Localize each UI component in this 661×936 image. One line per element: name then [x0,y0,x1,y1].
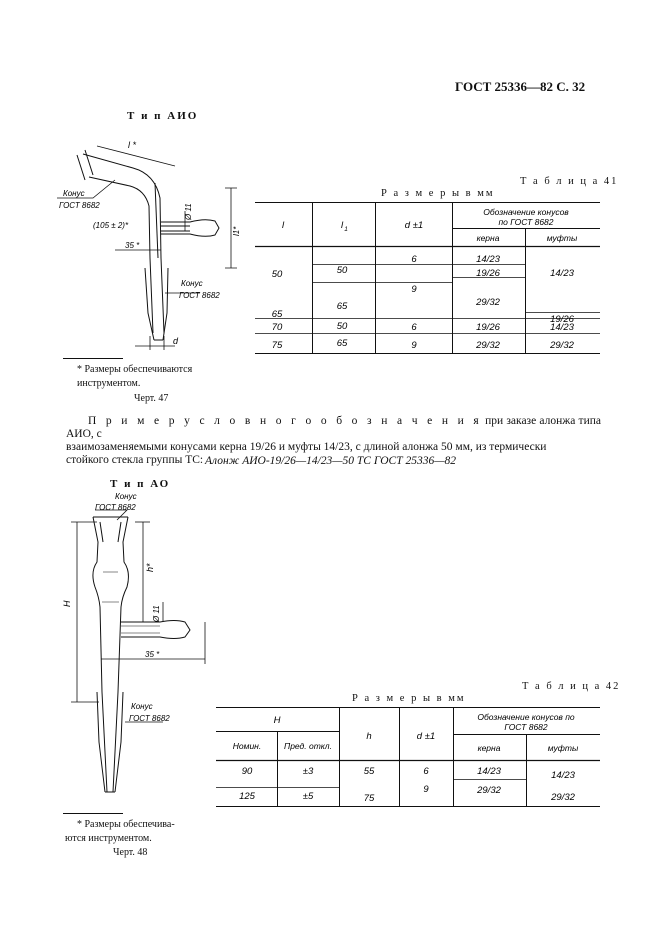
label-l1: l1* [232,226,241,236]
svg-text:29/32: 29/32 [550,340,574,351]
label-h: h* [145,563,155,572]
svg-text:керна: керна [476,233,500,243]
svg-text:Обозначение конусов по: Обозначение конусов по [477,712,575,722]
svg-text:125: 125 [239,791,255,802]
svg-text:d ±1: d ±1 [416,731,436,742]
example-paragraph: П р и м е р у с л о в н о г о о б о з н а ч е н и я при заказе алонжа типа АИО, с взаимозаменяемыми конусами керна 19/26 и муфты 14/23, с длиной алонжа 50 мм, из термически стойкого стекла группы ТС: [66,415,601,466]
svg-text:h: h [366,731,372,742]
svg-text:Обозначение конусов: Обозначение конусов [483,207,569,217]
page-header: ГОСТ 25336—82 С. 32 [455,79,586,94]
label-konus-2: Конус [181,279,203,288]
table42-caption: Р а з м е р ы в мм [352,693,466,704]
drawing-aio [55,128,255,358]
svg-text:14/23: 14/23 [476,254,500,265]
label-35: 35 * [125,241,140,250]
svg-text:19/26: 19/26 [550,314,574,325]
svg-text:55: 55 [363,766,375,777]
svg-text:29/32: 29/32 [551,792,575,803]
svg-text:l: l [281,220,285,231]
svg-text:6: 6 [423,766,429,777]
footnote-aio: * Размеры обеспечиваются инструментом. [77,364,193,389]
label-gost-top: ГОСТ 8682 [95,503,136,512]
svg-text:50: 50 [271,269,283,280]
svg-text:6: 6 [411,322,417,333]
label-H: H [62,600,72,607]
svg-text:±5: ±5 [302,791,314,802]
svg-text:14/23: 14/23 [477,766,501,777]
label-d: d [173,336,179,346]
svg-text:керна: керна [477,743,501,753]
svg-text:75: 75 [271,340,283,351]
svg-text:29/32: 29/32 [476,297,500,308]
svg-text:65: 65 [271,309,283,320]
svg-text:14/23: 14/23 [551,770,575,781]
svg-text:19/26: 19/26 [476,268,500,279]
label-konus: Конус [63,189,85,198]
figure-47: Черт. 47 [134,393,169,404]
footnote-ao-1: * Размеры обеспечива- [77,819,175,830]
svg-text:Пред. откл.: Пред. откл. [284,741,332,751]
table41-title: Т а б л и ц а 41 [520,176,619,187]
label-gost: ГОСТ 8682 [59,201,100,210]
table41-caption: Р а з м е р ы в мм [381,188,495,199]
svg-text:65: 65 [336,301,348,312]
svg-text:l: l [340,220,344,231]
svg-text:9: 9 [411,340,417,351]
svg-text:6: 6 [411,254,417,265]
table41 [255,202,600,354]
svg-text:Номин.: Номин. [232,741,262,751]
table42 [216,707,600,807]
svg-text:50: 50 [336,265,348,276]
svg-text:муфты: муфты [547,743,579,753]
svg-text:90: 90 [241,766,253,777]
svg-text:муфты: муфты [546,233,578,243]
svg-text:70: 70 [271,322,283,333]
footnote-rule-2 [63,813,123,814]
type-ao-label: Т и п АО [110,478,171,490]
footnote-rule [63,358,123,359]
svg-text:9: 9 [423,784,429,795]
svg-text:14/23: 14/23 [550,268,574,279]
label-d11: Ø 11 [184,203,193,220]
figure-48: Черт. 48 [113,847,148,858]
label-35-ao: 35 * [145,650,160,659]
table42-title: Т а б л и ц а 42 [522,681,621,692]
footnote-ao-2: ются инструментом. [65,833,152,844]
label-konus-top: Конус [115,492,137,501]
type-aio-label: Т и п АИО [127,110,199,122]
svg-text:75: 75 [363,793,375,804]
svg-text:65: 65 [336,338,348,349]
label-konus-bot: Конус [131,702,153,711]
svg-text:H: H [273,715,281,726]
label-d11-ao: Ø 11 [152,605,161,622]
svg-text:50: 50 [336,321,348,332]
svg-text:ГОСТ 8682: ГОСТ 8682 [504,722,548,732]
svg-text:14/23: 14/23 [550,322,574,333]
example-designation: Алонж АИО-19/26—14/23—50 ТС ГОСТ 25336—82 [205,455,456,467]
svg-text:1: 1 [344,226,348,233]
label-l-star: l * [128,140,137,150]
svg-text:d ±1: d ±1 [404,220,424,231]
svg-text:±3: ±3 [302,766,314,777]
label-105: (105 ± 2)* [93,221,129,230]
svg-text:по ГОСТ 8682: по ГОСТ 8682 [498,217,554,227]
svg-text:29/32: 29/32 [476,340,500,351]
svg-text:9: 9 [411,284,417,295]
label-gost-bot: ГОСТ 8682 [129,714,170,723]
svg-text:29/32: 29/32 [477,785,501,796]
label-gost-2: ГОСТ 8682 [179,291,220,300]
svg-text:19/26: 19/26 [476,322,500,333]
